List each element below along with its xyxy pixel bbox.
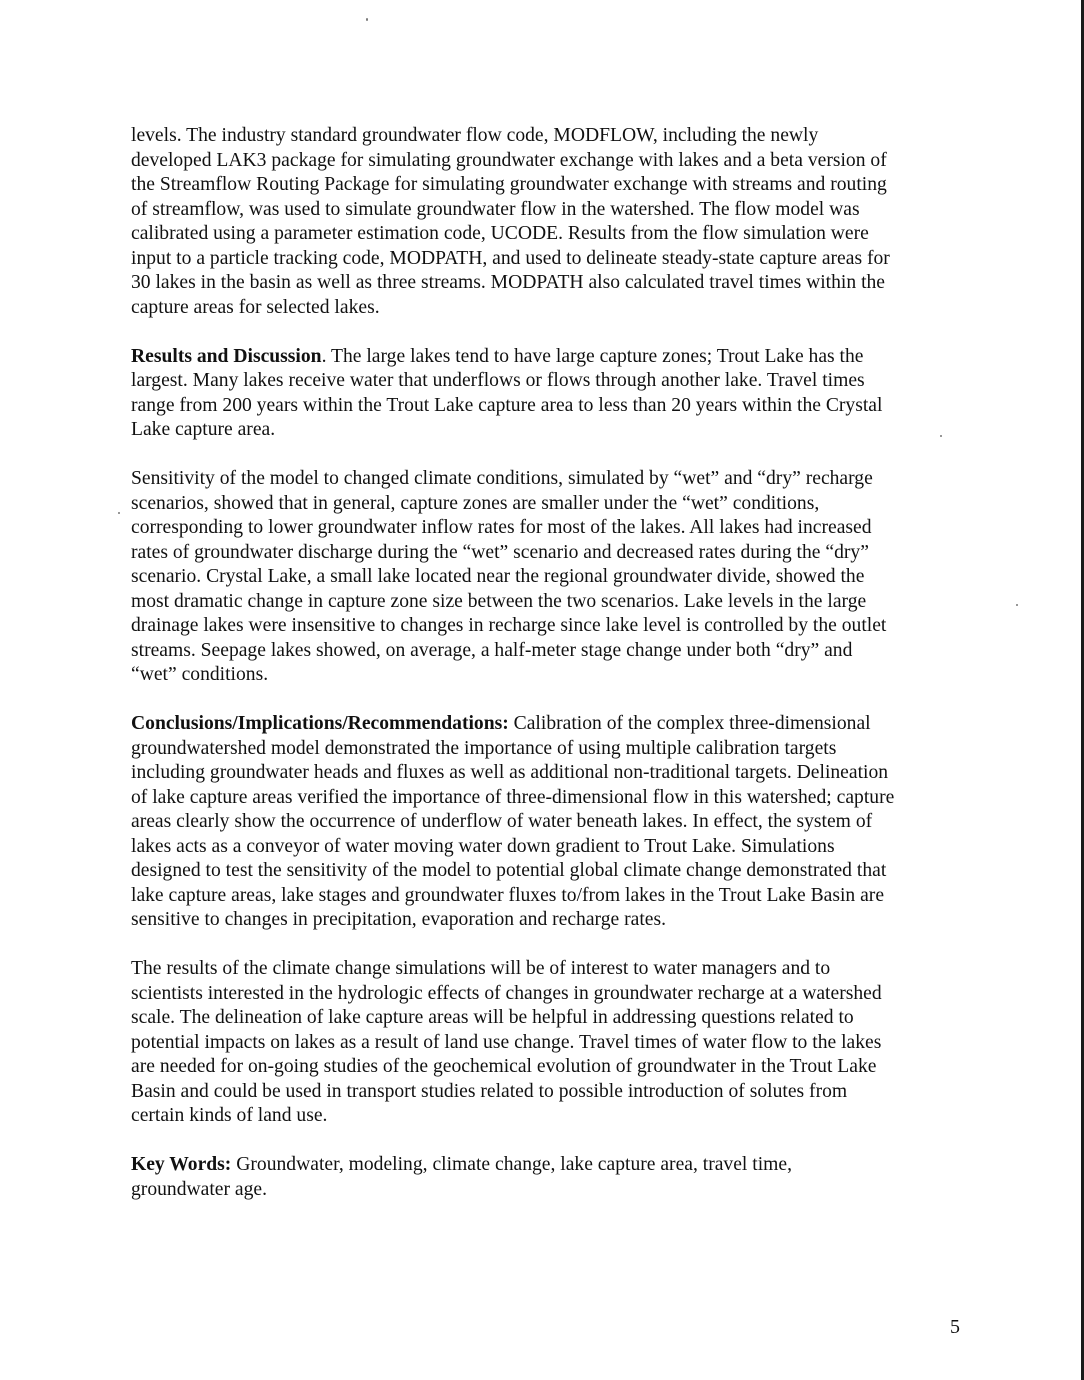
- text-run: . The large lakes tend to have large capture zones; Trout Lake has the: [321, 345, 864, 367]
- text-line: areas clearly show the occurrence of underflow of water beneath lakes. In effect, the system of: [131, 811, 873, 832]
- text-line: lakes acts as a conveyor of water moving water down gradient to Trout Lake. Simulations: [131, 835, 835, 857]
- text-line: [131, 1153, 971, 1178]
- text-line: range from 200 years within the Trout Lake capture area to less than 20 years within the Crystal: [131, 394, 883, 416]
- paragraph-gap: [131, 1129, 971, 1154]
- page-number: 5: [950, 1316, 960, 1338]
- text-line: groundwatershed model demonstrated the importance of using multiple calibration targets: [131, 737, 837, 759]
- paragraph-gap: [131, 933, 971, 958]
- text-line: most dramatic change in capture zone size between the two scenarios. Lake levels in the large: [131, 590, 867, 612]
- paragraph-methods-continued: [131, 124, 971, 320]
- paragraph-results: [131, 345, 971, 443]
- text-line: designed to test the sensitivity of the model to potential global climate change demonstrated that: [131, 860, 887, 881]
- text-line: input to a particle tracking code, MODPATH, and used to delineate steady-state capture areas for: [131, 247, 890, 269]
- text-line: scenario. Crystal Lake, a small lake located near the regional groundwater divide, showed the: [131, 566, 865, 587]
- text-line: drainage lakes were insensitive to changes in recharge since lake level is controlled by the outlet: [131, 615, 887, 636]
- text-line: are needed for on-going studies of the geochemical evolution of groundwater in the Trout Lake: [131, 1056, 877, 1077]
- text-line: [131, 712, 971, 737]
- text-line: corresponding to lower groundwater inflow rates for most of the lakes. All lakes had increased: [131, 517, 872, 538]
- text-line: of lake capture areas verified the importance of three-dimensional flow in this watershed; capture: [131, 786, 895, 808]
- paragraph-climate-results: [131, 957, 971, 1129]
- text-line: scale. The delineation of lake capture areas will be helpful in addressing questions related to: [131, 1007, 854, 1028]
- text-line: 30 lakes in the basin as well as three streams. MODPATH also calculated travel times within the: [131, 272, 886, 293]
- scan-speck: [1016, 604, 1018, 606]
- keywords-heading: Key Words:: [131, 1154, 232, 1175]
- text-line: including groundwater heads and fluxes as well as additional non-traditional targets. Delineation: [131, 762, 889, 783]
- text-line: scenarios, showed that in general, capture zones are smaller under the “wet” conditions,: [131, 492, 820, 514]
- text-line: largest. Many lakes receive water that underflows or flows through another lake. Travel times: [131, 370, 865, 391]
- text-line: of streamflow, was used to simulate groundwater flow in the watershed. The flow model was: [131, 198, 860, 220]
- text-line: capture areas for selected lakes.: [131, 296, 380, 318]
- text-line: certain kinds of land use.: [131, 1105, 328, 1126]
- paragraph-gap: [131, 688, 971, 713]
- text-line: sensitive to changes in precipitation, evaporation and recharge rates.: [131, 909, 667, 930]
- results-heading: Results and Discussion: [131, 345, 322, 367]
- text-line: groundwater age.: [131, 1178, 268, 1200]
- text-line: The results of the climate change simulations will be of interest to water managers and to: [131, 958, 831, 979]
- text-line: streams. Seepage lakes showed, on average, a half-meter stage change under both “dry” and: [131, 639, 853, 661]
- text-line: Basin and could be used in transport studies related to possible introduction of solutes from: [131, 1080, 848, 1102]
- text-line: Lake capture area.: [131, 419, 276, 440]
- text-run: Groundwater, modeling, climate change, lake capture area, travel time,: [231, 1154, 792, 1175]
- paragraph-gap: [131, 320, 971, 345]
- text-line: rates of groundwater discharge during the “wet” scenario and decreased rates during the “dry”: [131, 541, 869, 563]
- text-line: levels. The industry standard groundwater flow code, MODFLOW, including the newly: [131, 125, 819, 146]
- text-line: Sensitivity of the model to changed climate conditions, simulated by “wet” and “dry” recharge: [131, 468, 873, 489]
- paragraph-gap: [131, 443, 971, 468]
- text-line: calibrated using a parameter estimation code, UCODE. Results from the flow simulation were: [131, 223, 869, 244]
- paragraph-keywords: [131, 1153, 971, 1202]
- text-run: Calibration of the complex three-dimensional: [508, 713, 871, 734]
- text-line: potential impacts on lakes as a result of land use change. Travel times of water flow to the lakes: [131, 1031, 882, 1053]
- text-line: [131, 345, 971, 370]
- conclusions-heading: Conclusions/Implications/Recommendations:: [131, 713, 509, 734]
- paragraph-conclusions: [131, 712, 971, 933]
- text-line: developed LAK3 package for simulating groundwater exchange with lakes and a beta version of: [131, 149, 887, 171]
- body-text: [131, 124, 971, 1202]
- text-line: lake capture areas, lake stages and groundwater fluxes to/from lakes in the Trout Lake Basin are: [131, 884, 885, 906]
- scan-speck: [366, 18, 368, 21]
- scan-speck: [118, 512, 120, 514]
- text-line: the Streamflow Routing Package for simulating groundwater exchange with streams and routing: [131, 174, 887, 195]
- paragraph-sensitivity: [131, 467, 971, 688]
- text-line: scientists interested in the hydrologic effects of changes in groundwater recharge at a watershed: [131, 982, 882, 1004]
- text-line: “wet” conditions.: [131, 664, 269, 685]
